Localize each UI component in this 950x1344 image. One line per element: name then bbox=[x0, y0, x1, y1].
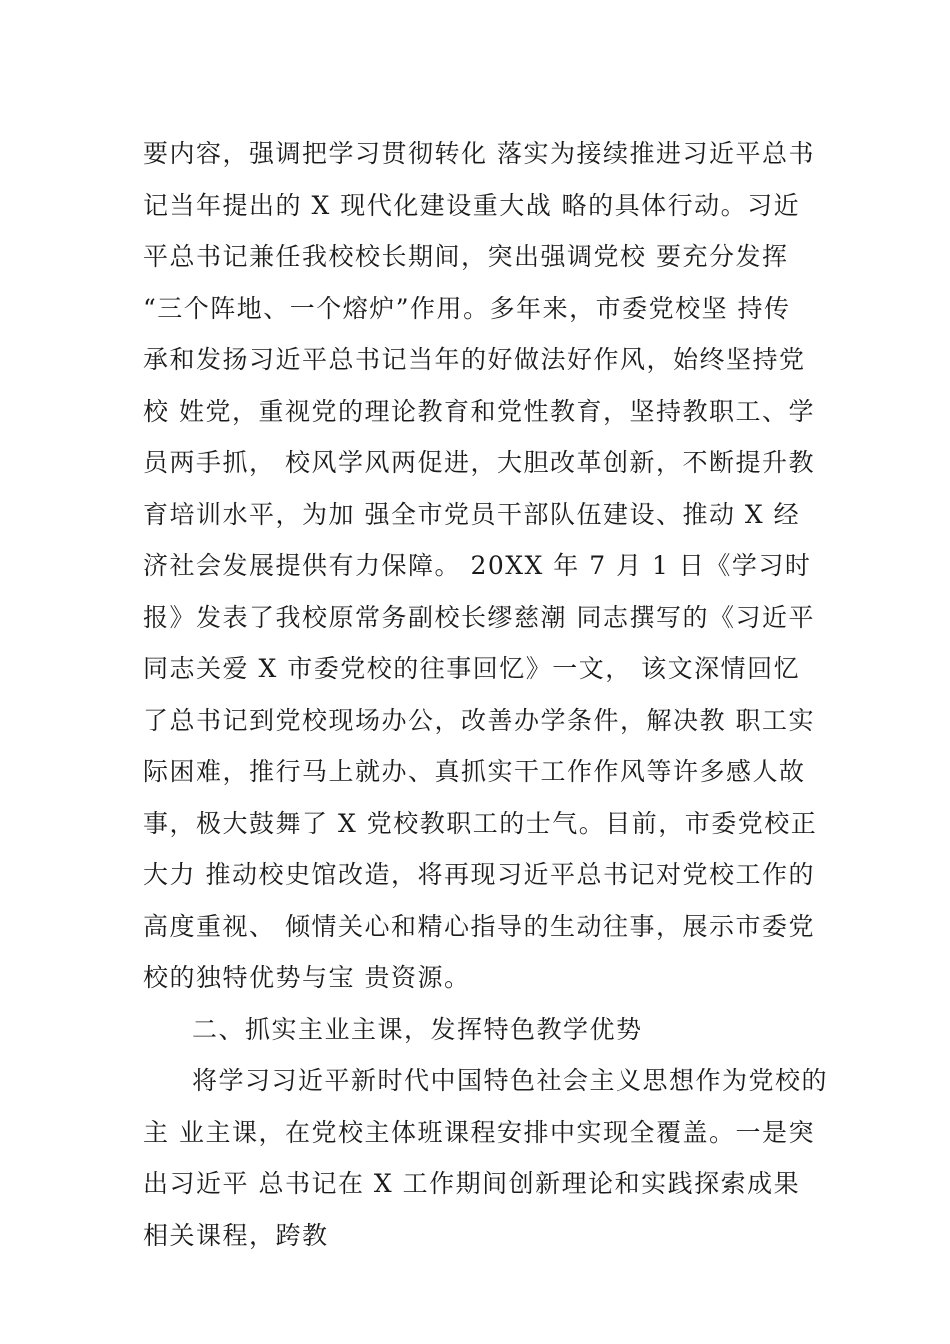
paragraph-line: 校的独特优势与宝 贵资源。 bbox=[143, 963, 471, 992]
paragraph-line: 记当年提出的 X 现代化建设重大战 略的具体行动。习近 bbox=[143, 190, 801, 220]
paragraph-line: 出习近平 总书记在 X 工作期间创新理论和实践探索成果 bbox=[143, 1169, 801, 1198]
paragraph-line: 际困难，推行马上就办、真抓实干工作作风等许多感人故 bbox=[143, 757, 806, 786]
paragraph-line: 报》发表了我校原常务副校长缪慈潮 同志撰写的《习近平 bbox=[143, 602, 815, 632]
paragraph-line: 将学习习近平新时代中国特色社会主义思想作为党校的 bbox=[192, 1066, 829, 1095]
paragraph-line: 主 业主课，在党校主体班课程安排中实现全覆盖。一是突 bbox=[143, 1117, 815, 1147]
paragraph-line: 大力 推动校史馆改造，将再现习近平总书记对党校工作的 bbox=[143, 860, 815, 889]
paragraph-line: 员两手抓， 校风学风两促进，大胆改革创新，不断提升教 bbox=[143, 448, 815, 477]
paragraph-line: 济社会发展提供有力保障。 20XX 年 7 月 1 日《学习时 bbox=[143, 551, 812, 580]
paragraph-line: 事，极大鼓舞了 X 党校教职工的士气。目前，市委党校正 bbox=[143, 808, 818, 838]
paragraph-line: 育培训水平，为加 强全市党员干部队伍建设、推动 X 经 bbox=[143, 499, 801, 529]
paragraph-line: 相关课程，跨教 bbox=[143, 1220, 329, 1250]
document-body bbox=[143, 128, 829, 1261]
paragraph-line: “三个阵地、一个熔炉”作用。多年来，市委党校坚 持传 bbox=[143, 293, 791, 323]
section-heading: 二、抓实主业主课，发挥特色教学优势 bbox=[192, 1014, 643, 1044]
paragraph-line: 要内容，强调把学习贯彻转化 落实为接续推进习近平总书 bbox=[143, 139, 815, 168]
paragraph-line: 了总书记到党校现场办公，改善办学条件，解决教 职工实 bbox=[143, 705, 815, 735]
paragraph-line: 校 姓党，重视党的理论教育和党性教育，坚持教职工、学 bbox=[143, 396, 815, 426]
paragraph-line: 承和发扬习近平总书记当年的好做法好作风，始终坚持党 bbox=[143, 345, 806, 374]
paragraph-line: 同志关爱 X 市委党校的往事回忆》一文， 该文深情回忆 bbox=[143, 654, 801, 683]
paragraph-line: 平总书记兼任我校校长期间，突出强调党校 要充分发挥 bbox=[143, 242, 789, 271]
paragraph-line: 高度重视、 倾情关心和精心指导的生动往事，展示市委党 bbox=[143, 911, 815, 941]
